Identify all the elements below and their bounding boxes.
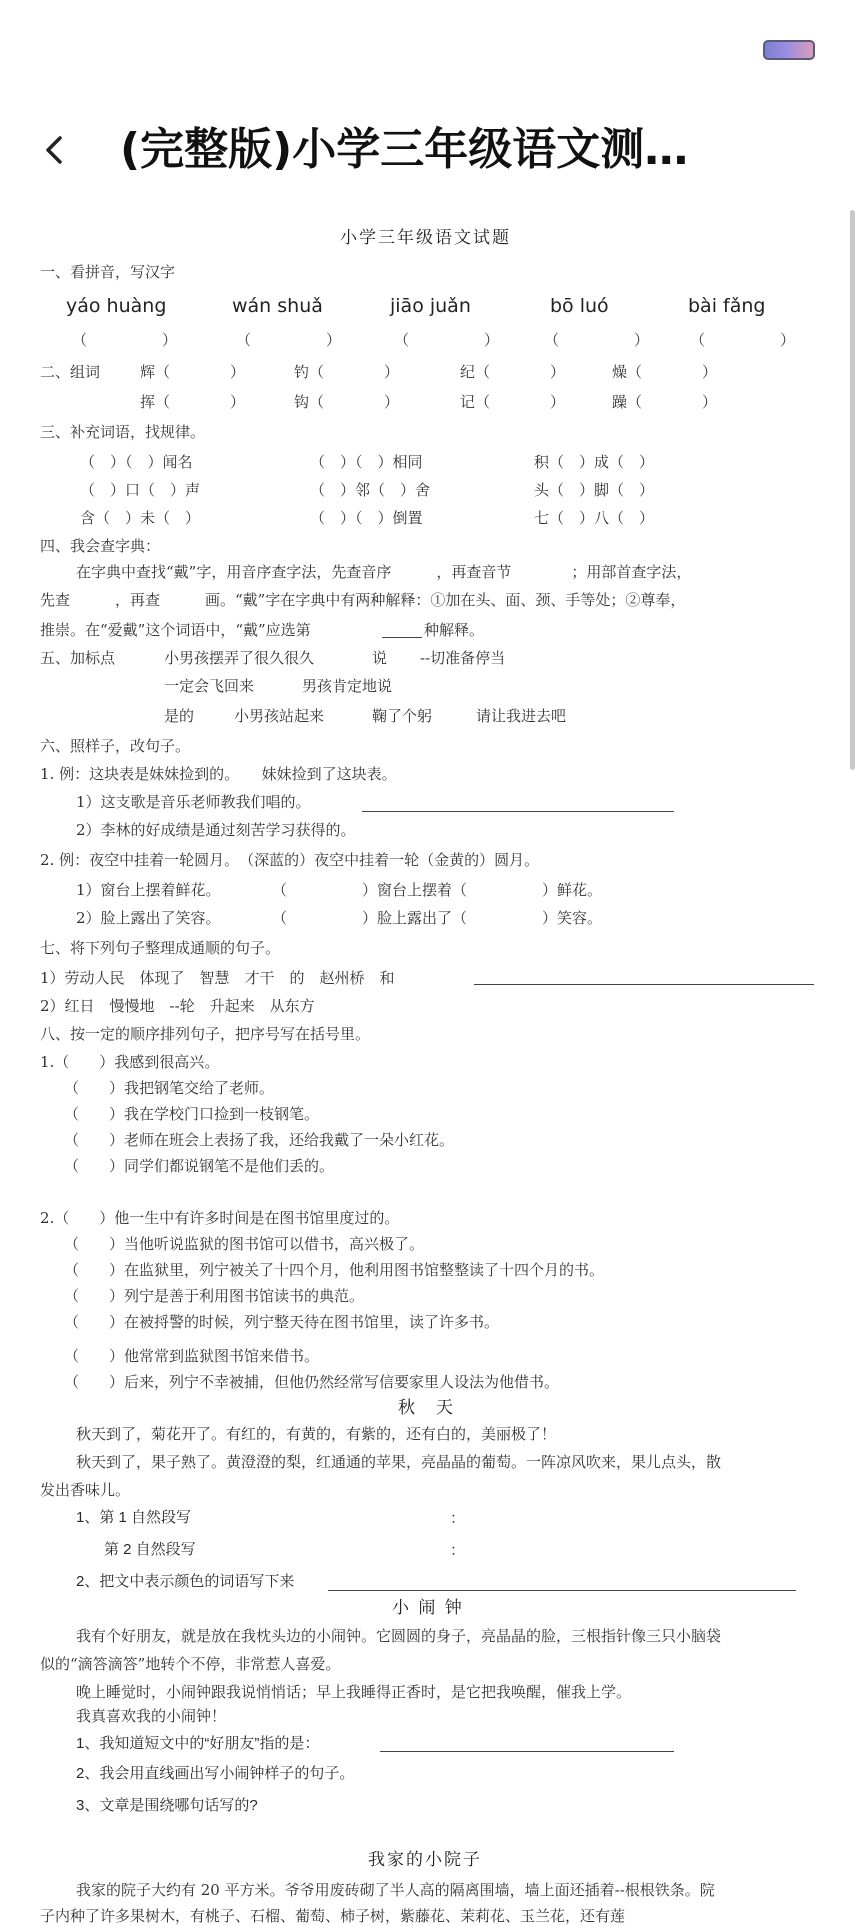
order-item: （ ）我把钢笔交给了老师。 — [64, 1079, 275, 1097]
dictionary-line-3-end: 种解释。 — [424, 621, 485, 639]
answer-line — [474, 984, 814, 985]
order-item: （ ）在监狱里，列宁被关了十四个月，他利用图书馆整整读了十四个月的书。 — [64, 1261, 605, 1279]
order-item: （ ）他常常到监狱图书馆来借书。 — [64, 1347, 320, 1365]
idiom-3: 积（ ）成（ ） — [534, 453, 655, 471]
answer-line — [380, 1751, 674, 1752]
order-item: （ ）当他听说监狱的图书馆可以借书，高兴极了。 — [64, 1235, 425, 1253]
answer-bracket-1: （ ） — [72, 331, 178, 349]
clock-question-2: 2、我会用直线画出写小闹钟样子的句子。 — [76, 1765, 355, 1782]
order-item: 2.（ ）他一生中有许多时间是在图书馆里度过的。 — [40, 1209, 400, 1227]
punct-text-6: 是的 — [164, 707, 195, 725]
word-group-4: 燥（ ） — [612, 363, 718, 381]
order-item: （ ）列宁是善于利用图书馆读书的典范。 — [64, 1287, 365, 1305]
word-group-6: 钩（ ） — [294, 393, 400, 411]
section-6-heading: 六、照样子，改句子。 — [40, 737, 191, 755]
pinyin-5: bài fǎng — [688, 295, 766, 317]
rewrite-q4: 2）脸上露出了笑容。 — [76, 909, 221, 927]
colon: ： — [450, 1509, 466, 1527]
clock-paragraph-1: 我有个好朋友，就是放在我枕头边的小闹钟。它圆圆的身子，亮晶晶的脸，三根指针像三只小脑袋 — [76, 1627, 722, 1645]
exam-title: 小学三年级语文试题 — [340, 228, 511, 248]
answer-bracket-4: （ ） — [544, 331, 650, 349]
idiom-6: 头（ ）脚（ ） — [534, 481, 655, 499]
rewrite-q3: 1）窗台上摆着鲜花。 — [76, 881, 221, 899]
word-group-2: 钓（ ） — [294, 363, 400, 381]
punct-text-8: 鞠了个躬 — [372, 707, 433, 725]
answer-bracket-5: （ ） — [690, 331, 796, 349]
dictionary-line-3: 推崇。在“爱戴”这个词语中，“戴”应选第 — [40, 621, 311, 639]
autumn-paragraph-2-cont: 发出香味儿。 — [40, 1481, 131, 1499]
pinyin-3: jiāo juǎn — [390, 295, 471, 317]
dictionary-line-2: 先查 ，再查 画。“戴”字在字典中有两种解释：①加在头、面、颈、手等处；②尊奉， — [40, 591, 686, 609]
answer-bracket-2: （ ） — [236, 331, 342, 349]
answer-line — [362, 811, 674, 812]
order-item: 1.（ ）我感到很高兴。 — [40, 1053, 220, 1071]
section-5-heading: 五、加标点 — [40, 649, 116, 667]
section-8-heading: 八、按一定的顺序排列句子，把序号写在括号里。 — [40, 1025, 371, 1043]
word-group-7: 记（ ） — [460, 393, 566, 411]
idiom-7: 含（ ）未（ ） — [80, 509, 201, 527]
clock-paragraph-2: 晚上睡觉时，小闹钟跟我说悄悄话；早上我睡得正香时，是它把我唤醒，催我上学。 — [76, 1683, 632, 1701]
punct-text-2: 说 — [372, 649, 388, 667]
yard-paragraph-1: 我家的院子大约有 20 平方米。爷爷用废砖砌了半人高的隔离围墙，墙上面还插着--根根铁条。院 — [76, 1881, 715, 1899]
section-4-heading: 四、我会查字典： — [40, 537, 161, 555]
colon: ： — [450, 1541, 466, 1559]
pinyin-2: wán shuǎ — [232, 295, 323, 317]
answer-bracket-3: （ ） — [394, 331, 500, 349]
section-3-heading: 三、补充词语，找规律。 — [40, 423, 206, 441]
autumn-question-2: 2、把文中表示颜色的词语写下来 — [76, 1573, 295, 1590]
rewrite-q4-answer: （ ）脸上露出了（ ）笑容。 — [272, 909, 603, 927]
clock-paragraph-1-cont: 似的“滴答滴答”地转个不停，非常惹人喜爱。 — [40, 1655, 341, 1673]
order-item: （ ）我在学校门口捡到一枝钢笔。 — [64, 1105, 320, 1123]
punct-text-9: 请让我进去吧 — [476, 707, 567, 725]
idiom-4: （ ）口（ ）声 — [80, 481, 201, 499]
pinyin-1: yáo huàng — [66, 295, 167, 317]
punct-text-7: 小男孩站起来 — [234, 707, 325, 725]
punct-text-3: --切准备停当 — [420, 649, 506, 667]
order-item: （ ）后来，列宁不幸被捕，但他仍然经常写信要家里人设法为他借书。 — [64, 1373, 560, 1391]
yard-paragraph-1-cont: 子内种了许多果树木，有桃子、石榴、葡萄、柿子树，紫藤花、茉莉花、玉兰花，还有莲 — [40, 1907, 626, 1925]
word-group-5: 挥（ ） — [140, 393, 246, 411]
reorder-q2: 2）红日 慢慢地 --轮 升起来 从东方 — [40, 997, 315, 1015]
section-7-heading: 七、将下列句子整理成通顺的句子。 — [40, 939, 281, 957]
rewrite-q3-answer: （ ）窗台上摆着（ ）鲜花。 — [272, 881, 603, 899]
example-2: 2. 例：夜空中挂着一轮圆月。 （深蓝的）夜空中挂着一轮（金黄的）圆月。 — [40, 851, 540, 869]
idiom-5: （ ）邻（ ）舍 — [310, 481, 431, 499]
autumn-paragraph-2: 秋天到了，果子熟了。黄澄澄的梨，红通通的苹果，亮晶晶的葡萄。一阵凉风吹来，果儿点头，散 — [76, 1453, 722, 1471]
document-title: (完整版)小学三年级语文测… — [120, 124, 689, 175]
punct-text-5: 男孩肯定地说 — [302, 677, 393, 695]
passage-title-clock: 小 闹 钟 — [392, 1598, 464, 1618]
answer-blank — [382, 637, 422, 638]
idiom-2: （ ）（ ）相同 — [310, 453, 423, 471]
reorder-q1: 1）劳动人民 体现了 智慧 才干 的 赵州桥 和 — [40, 969, 395, 987]
section-1-heading: 一、看拼音，写汉字 — [40, 263, 176, 281]
idiom-8: （ ）（ ）倒置 — [310, 509, 423, 527]
autumn-question-1: 1、第 1 自然段写 — [76, 1509, 192, 1526]
word-group-3: 纪（ ） — [460, 363, 566, 381]
passage-title-yard: 我家的小院子 — [368, 1850, 482, 1870]
idiom-1: （ ）（ ）闻名 — [80, 453, 193, 471]
word-group-1: 辉（ ） — [140, 363, 246, 381]
rewrite-q1: 1）这支歌是音乐老师教我们唱的。 — [76, 793, 311, 811]
punct-text-1: 小男孩摆弄了很久很久 — [164, 649, 315, 667]
order-item: （ ）同学们都说钢笔不是他们丢的。 — [64, 1157, 335, 1175]
autumn-question-1b: 第 2 自然段写 — [104, 1541, 196, 1558]
clock-question-3: 3、文章是围绕哪句话写的? — [76, 1797, 258, 1814]
order-item: （ ）在被捋警的时候，列宁整天待在图书馆里，读了许多书。 — [64, 1313, 500, 1331]
dictionary-line-1: 在字典中查找“戴”字，用音序查字法，先查音序 ，再查音节 ；用部首查字法， — [76, 563, 692, 581]
punct-text-4: 一定会飞回来 — [164, 677, 255, 695]
answer-line — [328, 1590, 796, 1591]
section-2-heading: 二、组词 — [40, 363, 101, 381]
clock-paragraph-3: 我真喜欢我的小闹钟！ — [76, 1707, 227, 1725]
word-group-8: 躁（ ） — [612, 393, 718, 411]
rewrite-q2: 2）李林的好成绩是通过刻苦学习获得的。 — [76, 821, 356, 839]
idiom-9: 七（ ）八（ ） — [534, 509, 655, 527]
pinyin-4: bō luó — [550, 295, 609, 317]
clock-question-1: 1、我知道短文中的“好朋友”指的是： — [76, 1735, 320, 1752]
passage-title-autumn: 秋 天 — [398, 1398, 455, 1418]
order-item: （ ）老师在班会上表扬了我，还给我戴了一朵小红花。 — [64, 1131, 455, 1149]
example-1: 1. 例：这块表是妹妹捡到的。 妹妹捡到了这块表。 — [40, 765, 397, 783]
autumn-paragraph-1: 秋天到了，菊花开了。有红的，有黄的，有紫的，还有白的，美丽极了！ — [76, 1425, 557, 1443]
